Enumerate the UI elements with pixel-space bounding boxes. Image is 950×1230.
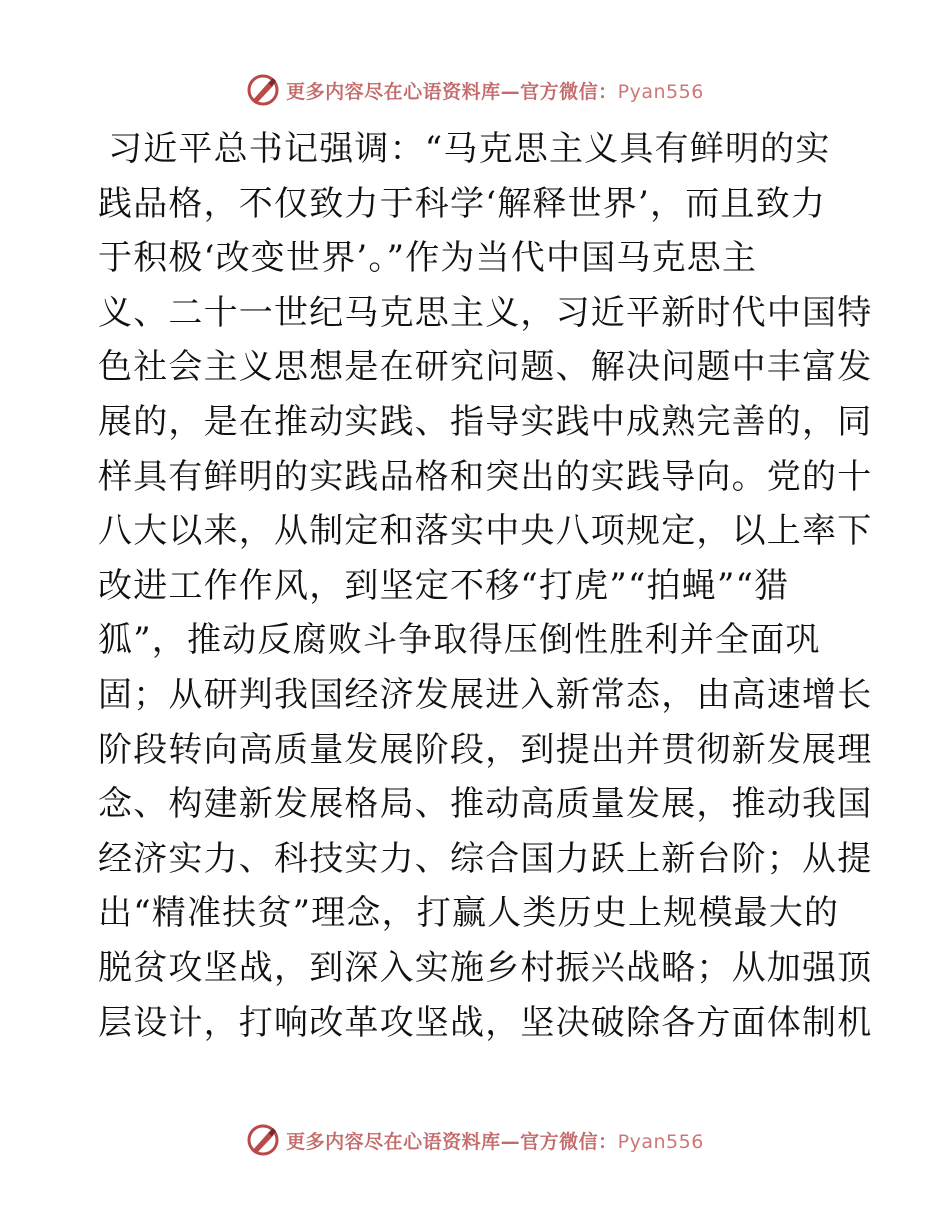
footer-banner-text [286, 1127, 704, 1154]
body-line: 八大以来，从制定和落实中央八项规定，以上率下 [98, 511, 873, 552]
body-line: 念、构建新发展格局、推动高质量发展，推动我国 [98, 784, 873, 825]
body-line: 脱贫攻坚战，到深入实施乡村振兴战略；从加强顶 [98, 947, 873, 988]
footer-watermark-banner [0, 1120, 950, 1160]
pen-logo-icon [246, 1123, 280, 1157]
footer-banner-label: 更多内容尽在心语资料库—官方微信： [286, 1130, 618, 1153]
body-line: 经济实力、科技实力、综合国力跃上新台阶；从提 [98, 838, 873, 879]
body-line: 改进工作作风，到坚定不移“打虎”“拍蝇”“猎 [98, 565, 790, 606]
body-line: 色社会主义思想是在研究问题、解决问题中丰富发 [98, 347, 873, 388]
header-banner-wechat-id: Pyan556 [617, 80, 704, 103]
body-line: 样具有鲜明的实践品格和突出的实践导向。党的十 [98, 456, 873, 497]
body-line: 固；从研判我国经济发展进入新常态，由高速增长 [98, 674, 873, 715]
body-line: 于积极‘改变世界’。”作为当代中国马克思主 [98, 238, 758, 279]
body-line: 习近平总书记强调：“马克思主义具有鲜明的实 [108, 129, 831, 169]
header-watermark-banner [0, 70, 950, 110]
body-line: 展的，是在推动实践、指导实践中成熟完善的，同 [98, 401, 873, 442]
body-line: 层设计，打响改革攻坚战，坚决破除各方面体制机 [98, 1002, 873, 1043]
body-line: 义、二十一世纪马克思主义，习近平新时代中国特 [98, 292, 873, 333]
header-banner-label: 更多内容尽在心语资料库—官方微信： [286, 80, 618, 103]
body-line: 狐”，推动反腐败斗争取得压倒性胜利并全面巩 [98, 620, 821, 661]
footer-banner-wechat-id: Pyan556 [617, 1130, 704, 1153]
pen-logo-icon [246, 73, 280, 107]
body-line: 出“精准扶贫”理念，打赢人类历史上规模最大的 [98, 893, 840, 934]
body-line: 践品格，不仅致力于科学‘解释世界’，而且致力 [98, 183, 827, 224]
header-banner-text [286, 77, 704, 104]
document-body [98, 122, 873, 1050]
body-line: 阶段转向高质量发展阶段，到提出并贯彻新发展理 [98, 729, 873, 770]
